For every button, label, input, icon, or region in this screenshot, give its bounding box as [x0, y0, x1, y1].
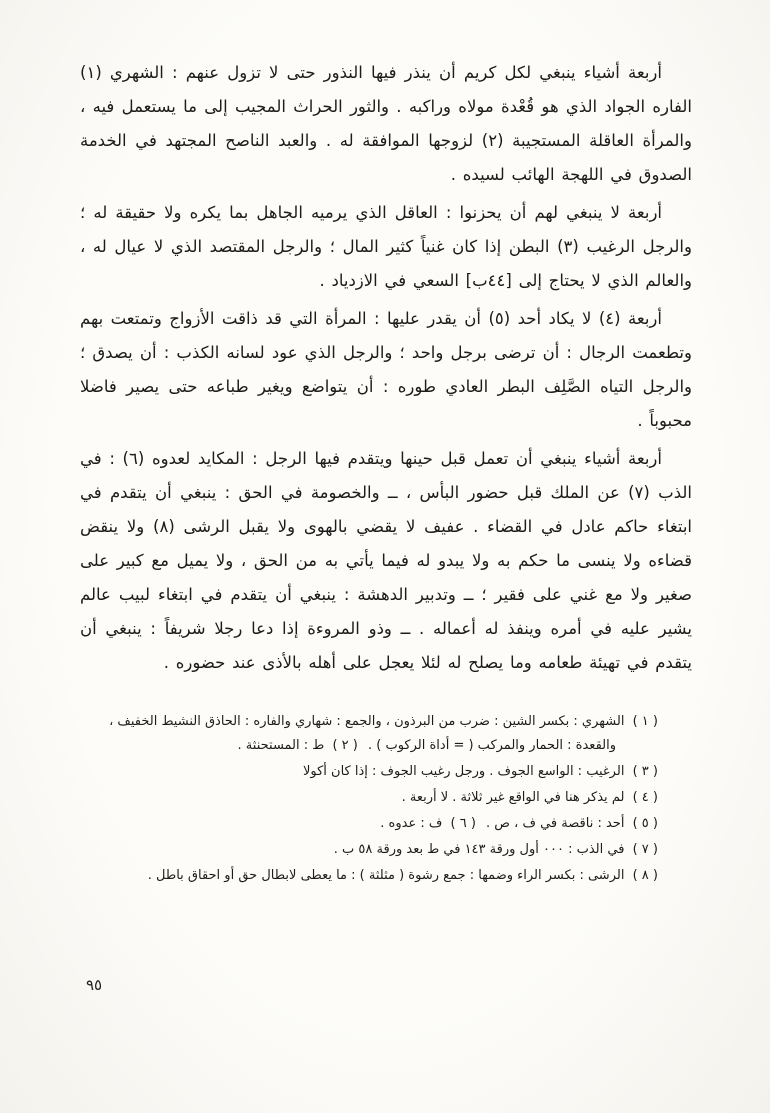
footnote-text: الرغيب : الواسع الجوف . ورجل رغيب الجوف : إذا كان أكولا: [302, 764, 625, 779]
footnote-entry: [106, 864, 658, 888]
text-block: [80, 56, 692, 890]
footnote-text: لم يذكر هنا في الواقع غير ثلاثة . لا أربعة .: [401, 790, 625, 805]
page-number: ٩٥: [86, 976, 103, 994]
footnote-marker: ( ١ ): [632, 714, 658, 729]
footnote-marker: ( ٦ ): [450, 816, 476, 831]
footnote-text: ف : عدوه .: [380, 816, 443, 831]
footnote-marker: ( ٧ ): [632, 842, 658, 857]
footnote-marker: ( ٢ ): [332, 738, 358, 753]
footnote-text: الرشى : بكسر الراء وضمها : جمع رشوة ( مثلثة ) : ما يعطى لابطال حق أو احقاق باطل .: [147, 868, 625, 883]
footnote-marker: ( ٤ ): [632, 790, 658, 805]
body-paragraph: أربعة أشياء ينبغي لكل كريم أن ينذر فيها النذور حتى لا تزول عنهم : الشهري (١) الفاره الجواد الذي هو قُعْدة مولاه وراكبه . والثور الحراث المجيب إلى ما يستعمل فيه ، والمرأة العاقلة المستجيبة (٢) لزوجها الموافقة له . والعبد الناصح المجتهد في الخدمة الصدوق في اللهجة الهائب لسيده .: [80, 63, 692, 184]
body-paragraph: أربعة أشياء ينبغي أن تعمل قبل حينها ويتقدم فيها الرجل : المكايد لعدوه (٦) : في الذب (٧) عن الملك قبل حضور البأس ، ــ والخصومة في الحق : ينبغي أن يتقدم في ابتغاء حاكم عادل في القضاء . عفيف لا يقضي بالهوى ولا يقبل الرشى (٨) ولا ينقض قضاءه ولا ينسى ما حكم به ولا يبدو له فيما يأتي به من الحق ، ولا يميل مع كبير على صغير ولا مع غني على فقير ؛ ــ وتدبير الدهشة : ينبغي أن يتقدم في ابتغاء لبيب عالم يشير عليه في أمره وينفذ له أعماله . ــ وذو المروءة إذا دعا رجلا شريفاً : ينبغي أن يتقدم في تهيئة طعامه وما يصلح له لئلا يعجل على أهله بالأذى عند حضوره .: [80, 449, 693, 672]
footnote-entry: [106, 838, 658, 862]
footnote-text: الشهري : بكسر الشين : ضرب من البرذون ، والجمع : شهاري والفاره : الحاذق النشيط الخفيف ، والقعدة : الحمار والمركب ( = أداة الركوب ) .: [109, 714, 625, 753]
footnote-marker: ( ٨ ): [632, 868, 658, 883]
footnote-entry: [106, 760, 658, 784]
body-paragraph: أربعة (٤) لا يكاد أحد (٥) أن يقدر عليها : المرأة التي قد ذاقت الأزواج وتمتعت بهم وتطعمت الرجال : أن ترضى برجل واحد ؛ والرجل الذي عود لسانه الكذب : أن يصدق ؛ والرجل التياه الصَّلِف البطر العادي طوره : أن يتواضع ويغير طباعه حتى يصير فاضلا محبوباً .: [80, 309, 692, 430]
footnote-entry: [106, 812, 658, 836]
footnote-marker: ( ٥ ): [632, 816, 658, 831]
footnote-entry: [106, 786, 658, 810]
main-text: [80, 56, 692, 680]
footnote-text: في الذب : ٠٠٠ أول ورقة ١٤٣ في ط بعد ورقة ٥٨ ب .: [333, 842, 625, 857]
footnote-marker: ( ٣ ): [632, 764, 658, 779]
footnote-entry: [106, 710, 658, 758]
footnote-text: ط : المستحنثة .: [237, 738, 325, 753]
footnotes-section: [106, 710, 658, 888]
footnote-text: أحد : ناقصة في ف ، ص .: [486, 816, 625, 831]
body-paragraph: أربعة لا ينبغي لهم أن يحزنوا : العاقل الذي يرميه الجاهل بما يكره ولا حقيقة له ؛ والرجل الرغيب (٣) البطن إذا كان غنياً كثير المال ؛ والرجل المقتصد الذي لا عيال له ، والعالم الذي لا يحتاج إلى [٤٤ب] السعي في الازدياد .: [80, 203, 692, 290]
